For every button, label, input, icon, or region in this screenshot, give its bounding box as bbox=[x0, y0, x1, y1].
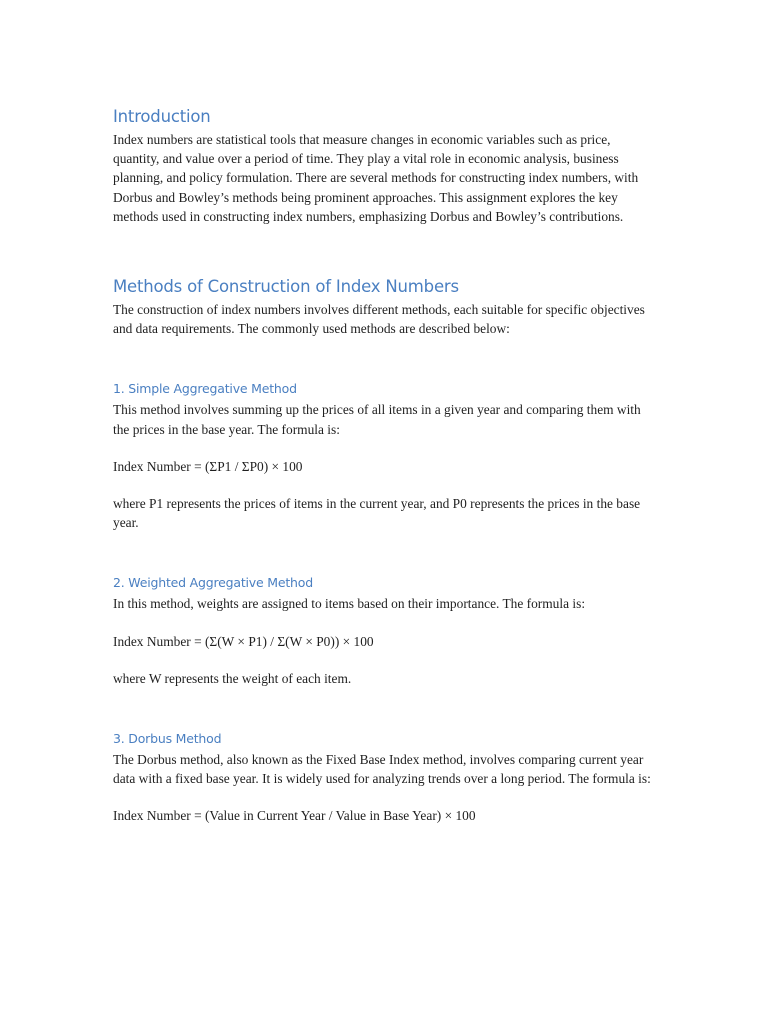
formula-simple-aggregative: Index Number = (ΣP1 / ΣP0) × 100 bbox=[113, 458, 303, 474]
heading-dorbus: 3. Dorbus Method bbox=[113, 731, 222, 747]
note-weighted-aggregative: where W represents the weight of each item. bbox=[113, 670, 352, 686]
section-dorbus bbox=[113, 730, 655, 826]
paragraph-dorbus: The Dorbus method, also known as the Fixed Base Index method, involves comparing current year data with a fixed base year. It is widely used for analyzing trends over a long period. The formula is: bbox=[113, 752, 651, 787]
heading-introduction: Introduction bbox=[113, 107, 211, 126]
paragraph-weighted-aggregative: In this method, weights are assigned to items based on their importance. The formula is: bbox=[113, 596, 586, 612]
section-methods bbox=[113, 276, 655, 338]
heading-weighted-aggregative: 2. Weighted Aggregative Method bbox=[113, 575, 313, 591]
section-simple-aggregative bbox=[113, 380, 655, 532]
formula-dorbus: Index Number = (Value in Current Year / Value in Base Year) × 100 bbox=[113, 808, 476, 824]
note-simple-aggregative: where P1 represents the prices of items in the current year, and P0 represents the prices in the base year. bbox=[113, 496, 641, 531]
paragraph-introduction: Index numbers are statistical tools that measure changes in economic variables such as price, quantity, and value over a period of time. They play a vital role in economic analysis, business planning, and policy formulation. There are several methods for constructing index numbers, with Dorbus and Bowley’s methods being prominent approaches. This assignment explores the key methods used in constructing index numbers, emphasizing Dorbus and Bowley’s contributions. bbox=[113, 132, 639, 224]
section-weighted-aggregative bbox=[113, 574, 655, 688]
section-introduction bbox=[113, 106, 655, 226]
heading-methods: Methods of Construction of Index Numbers bbox=[113, 277, 459, 297]
paragraph-simple-aggregative: This method involves summing up the prices of all items in a given year and comparing them with the prices in the base year. The formula is: bbox=[113, 402, 641, 437]
formula-weighted-aggregative: Index Number = (Σ(W × P1) / Σ(W × P0)) × 100 bbox=[113, 633, 374, 649]
heading-simple-aggregative: 1. Simple Aggregative Method bbox=[113, 381, 297, 397]
paragraph-methods: The construction of index numbers involves different methods, each suitable for specific objectives and data requirements. The commonly used methods are described below: bbox=[113, 302, 645, 337]
